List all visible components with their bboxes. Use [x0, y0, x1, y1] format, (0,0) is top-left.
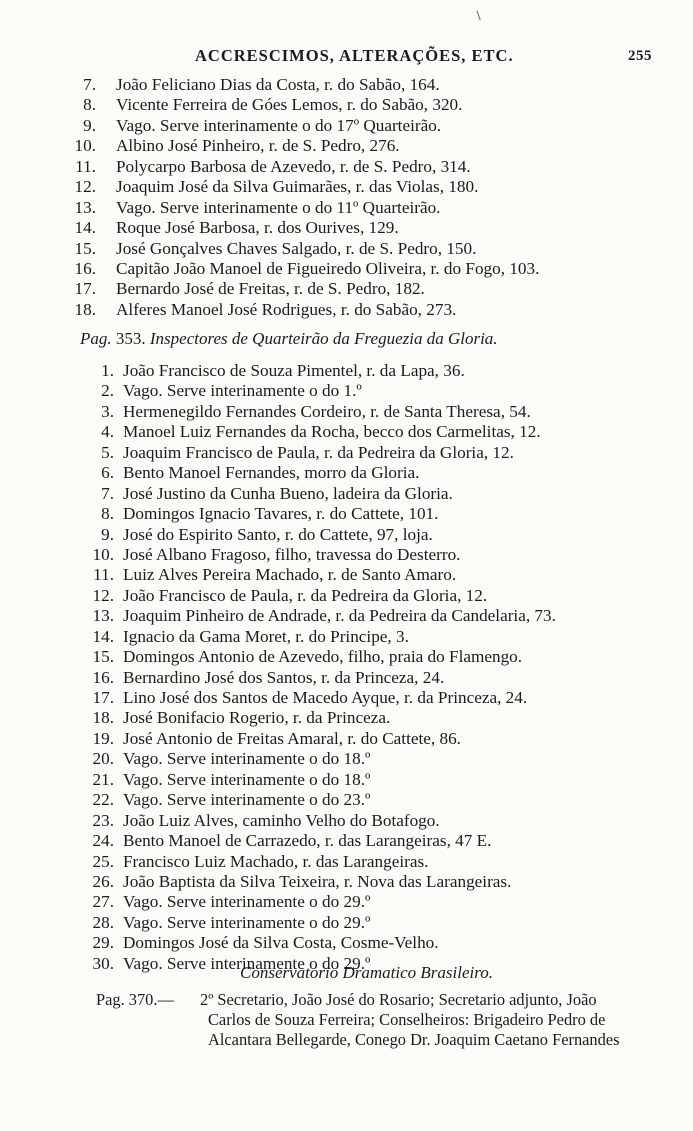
item-number: 23.	[92, 810, 114, 830]
item-number: 22.	[92, 790, 114, 810]
item-text: Luiz Alves Pereira Machado, r. de Santo Amaro.	[123, 565, 457, 585]
item-number: 21.	[92, 769, 114, 789]
item-text: Bento Manoel de Carrazedo, r. das Larangeiras, 47 E.	[123, 831, 492, 851]
item-number: 12.	[74, 177, 96, 197]
item-number: 11.	[75, 156, 96, 176]
item-text: Vago. Serve interinamente o do 23.º	[123, 790, 371, 810]
item-text: José do Espirito Santo, r. do Cattete, 97, loja.	[123, 524, 433, 544]
item-text: Domingos Antonio de Azevedo, filho, praia do Flamengo.	[123, 647, 523, 667]
item-number: 2.	[101, 381, 114, 401]
item-text: Manoel Luiz Fernandes da Rocha, becco dos Carmelitas, 12.	[123, 422, 541, 442]
item-text: Joaquim José da Silva Guimarães, r. das Violas, 180.	[116, 177, 479, 197]
section-heading	[80, 329, 498, 349]
conservatorio-page-ref: Pag. 370.—	[96, 990, 174, 1009]
page-header	[0, 46, 693, 70]
item-text: João Luiz Alves, caminho Velho do Botafogo.	[123, 810, 440, 830]
item-text: Vago. Serve interinamente o do 18.º	[123, 749, 371, 769]
item-number: 27.	[92, 892, 114, 912]
running-title: ACCRESCIMOS, ALTERAÇÕES, ETC.	[195, 46, 514, 65]
item-text: Francisco Luiz Machado, r. das Larangeiras.	[123, 851, 429, 871]
item-text: José Justino da Cunha Bueno, ladeira da Gloria.	[123, 483, 453, 503]
item-number: 9.	[101, 524, 114, 544]
item-number: 11.	[93, 565, 114, 585]
item-text: José Gonçalves Chaves Salgado, r. de S. Pedro, 150.	[116, 238, 477, 258]
item-number: 10.	[92, 544, 114, 564]
item-number: 8.	[101, 504, 114, 524]
item-text: Vago. Serve interinamente o do 1.º	[123, 381, 362, 401]
item-text: Joaquim Francisco de Paula, r. da Pedreira da Gloria, 12.	[123, 442, 514, 462]
item-text: José Antonio de Freitas Amaral, r. do Cattete, 86.	[123, 728, 461, 748]
item-number: 15.	[74, 238, 96, 258]
item-number: 16.	[92, 667, 114, 687]
item-text: João Francisco de Paula, r. da Pedreira da Gloria, 12.	[123, 585, 488, 605]
page-number: 255	[628, 48, 652, 64]
item-number: 5.	[101, 442, 114, 462]
conservatorio-heading: Conservatorio Dramatico Brasileiro.	[240, 963, 493, 982]
item-number: 3.	[101, 401, 114, 421]
item-number: 16.	[74, 258, 96, 278]
item-number: 17.	[74, 279, 96, 299]
section-title: Inspectores de Quarteirão da Freguezia da Gloria.	[149, 329, 498, 348]
item-text: Roque José Barbosa, r. dos Ourives, 129.	[116, 218, 399, 238]
item-number: 20.	[92, 749, 114, 769]
item-text: Vago. Serve interinamente o do 29.º	[123, 953, 371, 973]
item-number: 13.	[74, 197, 96, 217]
item-number: 4.	[101, 422, 114, 442]
item-number: 17.	[92, 688, 114, 707]
item-text: Bernardino José dos Santos, r. da Princeza, 24.	[123, 667, 445, 687]
item-text: Bernardo José de Freitas, r. de S. Pedro, 182.	[116, 279, 425, 299]
item-number: 28.	[92, 912, 114, 932]
item-text: Domingos Ignacio Tavares, r. do Cattete, 101.	[123, 504, 439, 524]
item-number: 12.	[92, 585, 114, 605]
item-number: 7.	[101, 483, 114, 503]
item-number: 30.	[92, 953, 114, 973]
item-number: 18.	[74, 299, 96, 319]
item-text: Hermenegildo Fernandes Cordeiro, r. de Santa Theresa, 54.	[123, 401, 531, 421]
print-mark	[476, 10, 482, 20]
item-number: 14.	[74, 218, 96, 238]
item-number: 24.	[92, 831, 114, 851]
item-number: 14.	[92, 626, 114, 646]
item-text: Bento Manoel Fernandes, morro da Gloria.	[123, 463, 420, 483]
item-text: Lino José dos Santos de Macedo Ayque, r. da Princeza, 24.	[123, 688, 528, 707]
item-number: 8.	[83, 95, 96, 115]
item-text: José Albano Fragoso, filho, travessa do Desterro.	[123, 544, 461, 564]
conservatorio-line-3: Alcantara Bellegarde, Conego Dr. Joaquim Caetano Fernandes	[208, 1030, 620, 1049]
section-pag-label: Pag.	[80, 329, 112, 348]
item-text: João Feliciano Dias da Costa, r. do Sabão, 164.	[116, 75, 440, 94]
item-number: 9.	[83, 115, 96, 135]
item-number: 19.	[92, 728, 114, 748]
item-number: 13.	[92, 606, 114, 626]
conservatorio-line-1: 2º Secretario, João José do Rosario; Secretario adjunto, João	[200, 990, 597, 1009]
item-text: José Bonifacio Rogerio, r. da Princeza.	[123, 708, 391, 728]
item-text: Ignacio da Gama Moret, r. do Principe, 3.	[123, 626, 409, 646]
item-number: 7.	[83, 75, 96, 94]
item-text: João Francisco de Souza Pimentel, r. da Lapa, 36.	[123, 361, 465, 380]
item-number: 25.	[92, 851, 114, 871]
item-text: Domingos José da Silva Costa, Cosme-Velho.	[123, 933, 439, 953]
section-page-number: 353.	[115, 329, 146, 348]
item-text: Vago. Serve interinamente o do 18.º	[123, 769, 371, 789]
item-text: João Baptista da Silva Teixeira, r. Nova das Larangeiras.	[123, 871, 512, 891]
item-number: 6.	[101, 463, 114, 483]
item-number: 18.	[92, 708, 114, 728]
item-text: Vago. Serve interinamente o do 29.º	[123, 912, 371, 932]
item-text: Vago. Serve interinamente o do 11º Quarteirão.	[116, 197, 441, 217]
item-text: Albino José Pinheiro, r. de S. Pedro, 276.	[116, 136, 400, 156]
item-text: Vicente Ferreira de Góes Lemos, r. do Sabão, 320.	[116, 95, 463, 115]
item-text: Alferes Manoel José Rodrigues, r. do Sabão, 273.	[116, 299, 457, 319]
item-number: 15.	[92, 647, 114, 667]
item-number: 10.	[74, 136, 96, 156]
item-text: Vago. Serve interinamente o do 29.º	[123, 892, 371, 912]
item-number: 1.	[101, 361, 114, 380]
item-text: Capitão João Manoel de Figueiredo Oliveira, r. do Fogo, 103.	[116, 258, 540, 278]
item-number: 26.	[92, 871, 114, 891]
item-text: Joaquim Pinheiro de Andrade, r. da Pedreira da Candelaria, 73.	[123, 606, 556, 626]
item-text: Vago. Serve interinamente o do 17º Quarteirão.	[116, 115, 442, 135]
item-text: Polycarpo Barbosa de Azevedo, r. de S. Pedro, 314.	[116, 156, 471, 176]
item-number: 29.	[92, 933, 114, 953]
conservatorio-line-2: Carlos de Souza Ferreira; Conselheiros: Brigadeiro Pedro de	[208, 1010, 606, 1029]
